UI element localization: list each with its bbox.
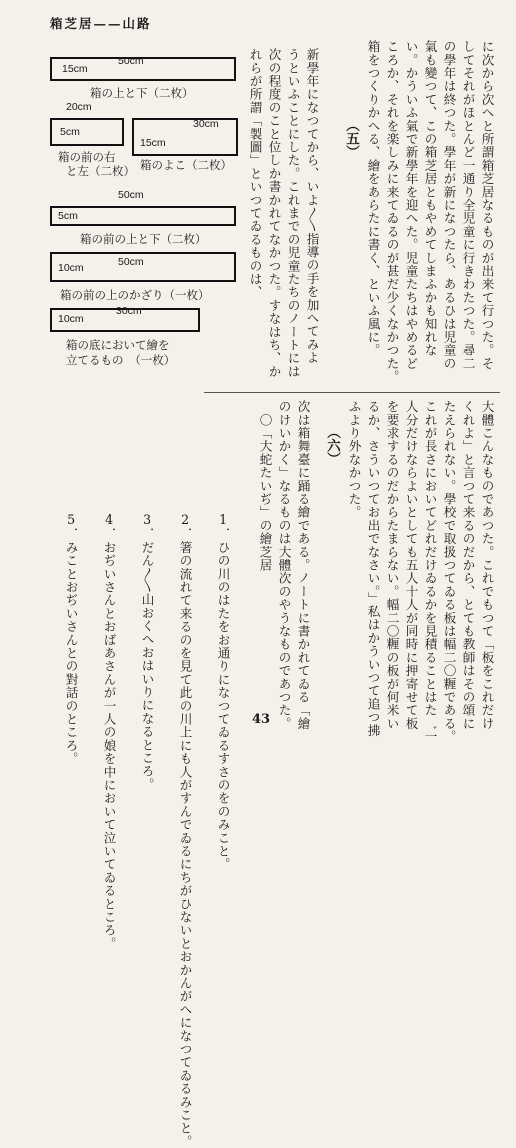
- text-column: れらが所謂「製圖」といつてゐるものは、: [247, 48, 263, 299]
- text-column: の學年は終つた。學年が新になつたら、あるひは児童の: [441, 40, 457, 370]
- text-column: してそれがほとんど一通り全児童に行きわたつた。尋二: [460, 40, 476, 370]
- page-number: 43: [251, 712, 271, 727]
- text-column: うといふことにした。これまでの児童たちのノートには: [285, 48, 301, 378]
- box-caption: 箱のよこ（二枚）: [140, 158, 232, 172]
- height-label: 15cm: [140, 137, 166, 149]
- text-column: 大體こんなものであつた。これでもつて「板をこれだけ: [479, 400, 495, 730]
- box-caption: 箱の前の上と下（二枚）: [80, 232, 207, 246]
- text-column: くれよ」と言つて来るのだから、とても教師はその頌に: [460, 400, 476, 730]
- height-label: 15cm: [62, 63, 88, 75]
- width-label: 50cm: [118, 55, 144, 67]
- text-column: ころか、それを楽しみに来てゐるのが甚だ少くなかつた。: [384, 40, 400, 384]
- text-column: のけいかく」なるものは大體次のやうなものであつた。: [276, 400, 292, 730]
- text-column: 氣も變つて、この箱芝居ともやめてしまふかも知れな: [422, 40, 438, 357]
- height-label: 5cm: [58, 210, 78, 222]
- text-column: に次から次へと所謂箱芝居なるものが出来て行つた。そ: [479, 40, 495, 370]
- box-caption: 箱の前の右: [58, 150, 116, 164]
- text-column: 人分だけならよいとしても五人十人が同時に押寄せて板: [403, 400, 419, 730]
- box-caption: 箱の上と下（二枚）: [90, 86, 194, 100]
- width-label: 50cm: [118, 189, 144, 201]
- height-label: 10cm: [58, 313, 84, 325]
- width-label: 20cm: [66, 101, 92, 113]
- list-item: 1．ひの川のはたをお通りになつてゐるすさのをのみこと。: [215, 512, 231, 871]
- text-column: これが長さにおいてどれだけゐるかを見積ることはた゛一: [422, 400, 438, 744]
- width-label: 30cm: [116, 305, 142, 317]
- running-header: 箱芝居——山路: [50, 16, 152, 31]
- text-column: ふより外なかつた。: [346, 400, 362, 519]
- list-item: 4．おぢいさんとおばあさんが一人の娘を中において泣いてゐるところ。: [101, 512, 117, 950]
- box-caption: 箱の底において繪を: [66, 338, 170, 352]
- text-column: 新學年になつてから、いよ〳〵指導の手を加へてみよ: [304, 48, 320, 365]
- text-column: 次は箱舞臺に踊る繪である。ノートに書かれてゐる「繪: [295, 400, 311, 730]
- text-column: を要求するのだからたまらない。幅二〇糎の板が何米い: [384, 400, 400, 730]
- text-column: 箱をつくりかへる、繪をあらたに書く、といふ風に。: [365, 40, 381, 357]
- box-caption: と左（二枚）: [66, 164, 135, 178]
- text-column: 次の程度のこと位しか書かれてなかつた。すなはち、か: [266, 48, 282, 378]
- section-heading-5: （五）: [343, 118, 359, 159]
- section-heading-6: （六）: [324, 425, 340, 466]
- text-column: い。かういふ氣で新學年を迎へた。児童たちはやめるど: [403, 40, 419, 370]
- box-caption: 立てるもの （一枚）: [66, 353, 176, 367]
- list-item: 5．みことおぢいさんとの對話のところ。: [63, 512, 79, 766]
- width-label: 50cm: [118, 256, 144, 268]
- text-column: たえられない。學校で取扱つてゐる板は幅二〇糎である。: [441, 400, 457, 744]
- text-column: 〇「大蛇たいぢ」の繪芝居: [257, 400, 273, 572]
- height-label: 10cm: [58, 262, 84, 274]
- section-divider: [204, 392, 500, 393]
- height-label: 5cm: [60, 126, 80, 138]
- box-caption: 箱の前の上のかざり（一枚）: [60, 288, 210, 302]
- list-item: 2．箸の流れて来るのを見て此の川上にも人がすんでゐるにちがひないとおかんがへになつてゐるみこと。: [177, 512, 193, 1148]
- width-label: 30cm: [193, 118, 219, 130]
- list-item: 3．だん〳〵山おくへおはいりになるところ。: [139, 512, 155, 791]
- text-column: るか、さういつてお出でなさい。」私はかういつて追つ拂: [365, 400, 381, 737]
